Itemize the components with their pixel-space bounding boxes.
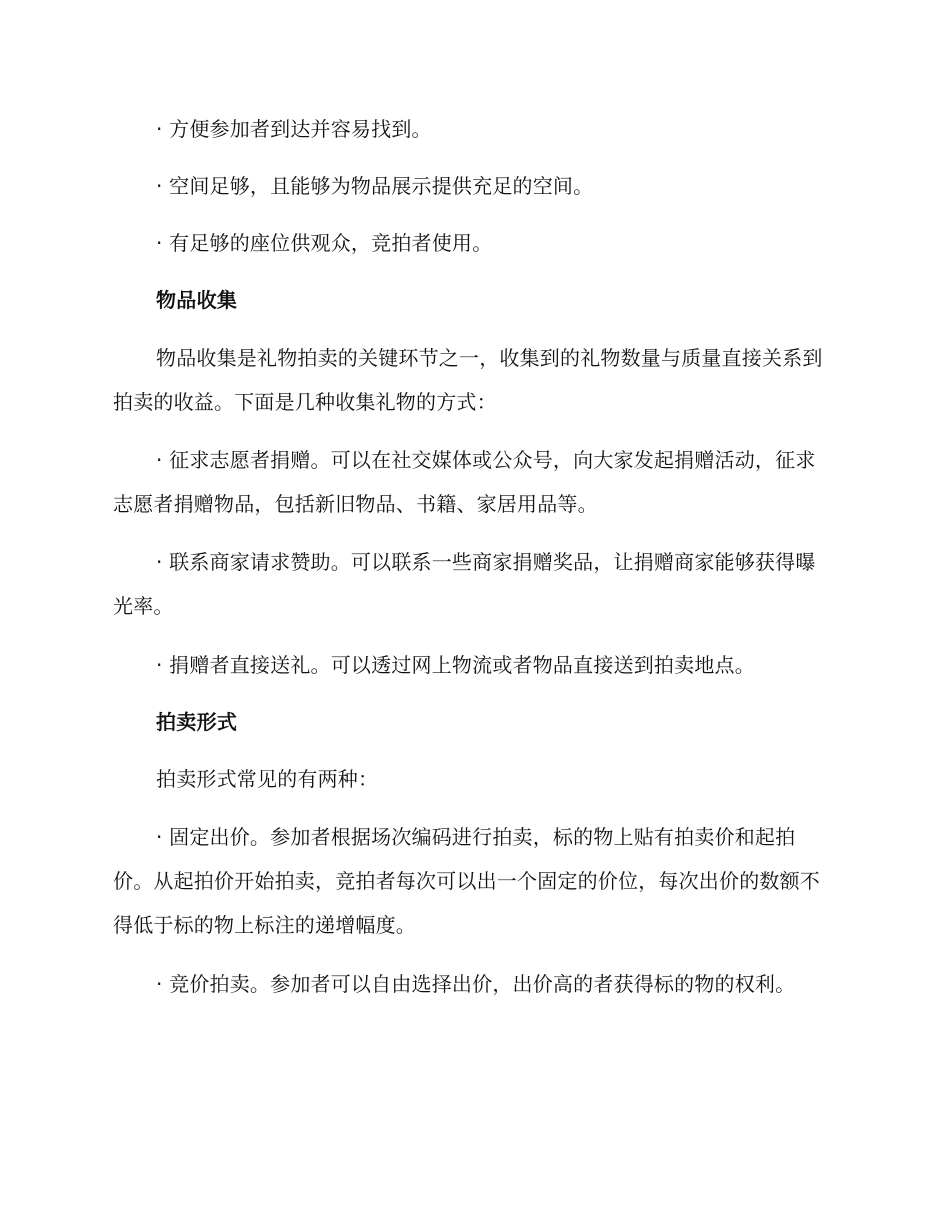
items-bullet-1: · 征求志愿者捐赠。可以在社交媒体或公众号，向大家发起捐赠活动，征求志愿者捐赠物品，包括新旧物品、书籍、家居用品等。 (113, 448, 816, 516)
venue-bullet-2: · 空间足够，且能够为物品展示提供充足的空间。 (156, 174, 594, 198)
venue-bullet-1: · 方便参加者到达并容易找到。 (156, 117, 432, 141)
items-intro-paragraph: 物品收集是礼物拍卖的关键环节之一，收集到的礼物数量与质量直接关系到拍卖的收益。下面是几种收集礼物的方式： (113, 346, 823, 414)
format-bullet-2: · 竞价拍卖。参加者可以自由选择出价，出价高的者获得标的物的权利。 (156, 972, 796, 996)
venue-bullet-3: · 有足够的座位供观众，竞拍者使用。 (156, 231, 493, 255)
format-bullet-1: · 固定出价。参加者根据场次编码进行拍卖，标的物上贴有拍卖价和起拍价。从起拍价开始拍卖，竞拍者每次可以出一个固定的价位，每次出价的数额不得低于标的物上标注的递增幅度。 (113, 825, 820, 937)
items-bullet-3: · 捐赠者直接送礼。可以透过网上物流或者物品直接送到拍卖地点。 (156, 653, 755, 677)
section-heading-items: 物品收集 (156, 288, 238, 312)
format-intro-paragraph: 拍卖形式常见的有两种： (156, 767, 379, 791)
section-heading-format: 拍卖形式 (156, 710, 238, 734)
items-bullet-2: · 联系商家请求赞助。可以联系一些商家捐赠奖品，让捐赠商家能够获得曝光率。 (113, 550, 816, 618)
